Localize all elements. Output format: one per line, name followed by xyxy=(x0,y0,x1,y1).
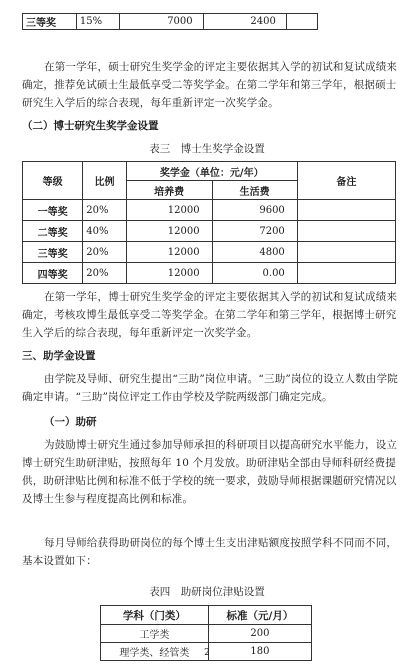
table-row xyxy=(23,263,396,284)
level-cell: 三等奖 xyxy=(23,242,83,263)
paragraph-aid: 由学院及导师、研究生提出“三助”岗位申请。“三助”岗位的设立人数由学院确定申请。“三助”岗位评定工作由学校及学院两级部门确定完成。 xyxy=(22,373,398,403)
level-cell: 二等奖 xyxy=(23,221,83,242)
table-header-row xyxy=(23,162,396,181)
standard-cell: 180 xyxy=(208,643,311,661)
living-fee-cell: 7200 xyxy=(212,221,297,242)
award-table-continued xyxy=(22,13,318,30)
header-training-fee: 培养费 xyxy=(126,181,212,200)
paragraph-monthly: 每月导师给获得助研岗位的每个博士生支出津贴额度按照学科不同而不同，基本设置如下： xyxy=(22,537,398,567)
standard-cell: 200 xyxy=(208,625,311,643)
table4-caption: 表四 助研岗位津贴设置 xyxy=(149,586,265,598)
table-row xyxy=(101,625,312,643)
subject-cell: 理学类、经管类 xyxy=(101,643,209,661)
table-row xyxy=(23,242,396,263)
award-ratio: 15% xyxy=(76,14,119,30)
living-fee-cell: 4800 xyxy=(212,242,297,263)
header-standard: 标准（元/月） xyxy=(208,606,311,625)
paragraph-research: 为鼓励博士研究生通过参加导师承担的科研项目以提高研究水平能力，设立博士研究生助研津贴，按照每年 10 个月发放。助研津贴全部由导师科研经费提供，助研津贴比例和标准不低于学校的统一要求，鼓励导师根据课题研究情况以及博士生参与程度提高比例和标准。 xyxy=(22,439,398,505)
note-cell xyxy=(297,242,395,263)
section-heading-aid: 三、助学金设置 xyxy=(22,350,96,362)
training-fee-cell: 12000 xyxy=(126,221,212,242)
training-fee-cell: 12000 xyxy=(126,242,212,263)
paragraph-phd: 在第一学年，博士研究生奖学金的评定主要依据其入学的初试和复试成绩来确定，考核攻博生最低享受二等奖学金。在第二学年和第三学年，根据博士研究生入学后的综合表现，每年重新评定一次奖学金。 xyxy=(22,291,398,339)
award-fee: 2400 xyxy=(203,14,286,30)
header-level: 等级 xyxy=(23,162,83,200)
page-number: 2 xyxy=(204,648,210,658)
note-cell xyxy=(297,200,395,221)
table-row xyxy=(23,14,318,30)
training-fee-cell: 12000 xyxy=(126,200,212,221)
table-header-row xyxy=(101,606,312,625)
living-fee-cell: 0.00 xyxy=(212,263,297,284)
ratio-cell: 40% xyxy=(83,221,126,242)
ratio-cell: 20% xyxy=(83,200,126,221)
table-row xyxy=(23,221,396,242)
ratio-cell: 20% xyxy=(83,263,126,284)
section-heading-research: （一）助研 xyxy=(44,416,97,428)
header-ratio: 比例 xyxy=(83,162,126,200)
header-subject: 学科（门类） xyxy=(101,606,209,625)
table-row xyxy=(23,200,396,221)
note-cell xyxy=(297,221,395,242)
award-note xyxy=(286,14,317,30)
subject-cell: 工学类 xyxy=(101,625,209,643)
award-fee: 7000 xyxy=(120,14,203,30)
paragraph-master: 在第一学年，硕士研究生奖学金的评定主要依据其入学的初试和复试成绩来确定，推荐免试硕士生最低享受二等奖学金。在第二学年和第三学年，根据硕士研究生入学后的综合表现，每年重新评定一次奖学金。 xyxy=(22,61,398,109)
training-fee-cell: 12000 xyxy=(126,263,212,284)
header-living-fee: 生活费 xyxy=(212,181,297,200)
living-fee-cell: 9600 xyxy=(212,200,297,221)
award-level: 三等奖 xyxy=(23,14,77,30)
note-cell xyxy=(297,263,395,284)
level-cell: 一等奖 xyxy=(23,200,83,221)
ratio-cell: 20% xyxy=(83,242,126,263)
level-cell: 四等奖 xyxy=(23,263,83,284)
header-note: 备注 xyxy=(297,162,395,200)
table3-caption: 表三 博士生奖学金设置 xyxy=(149,143,265,155)
section-heading-phd: （二）博士研究生奖学金设置 xyxy=(22,120,159,132)
phd-scholarship-table xyxy=(22,161,396,284)
header-amount: 奖学金（单位：元/年） xyxy=(126,162,297,181)
